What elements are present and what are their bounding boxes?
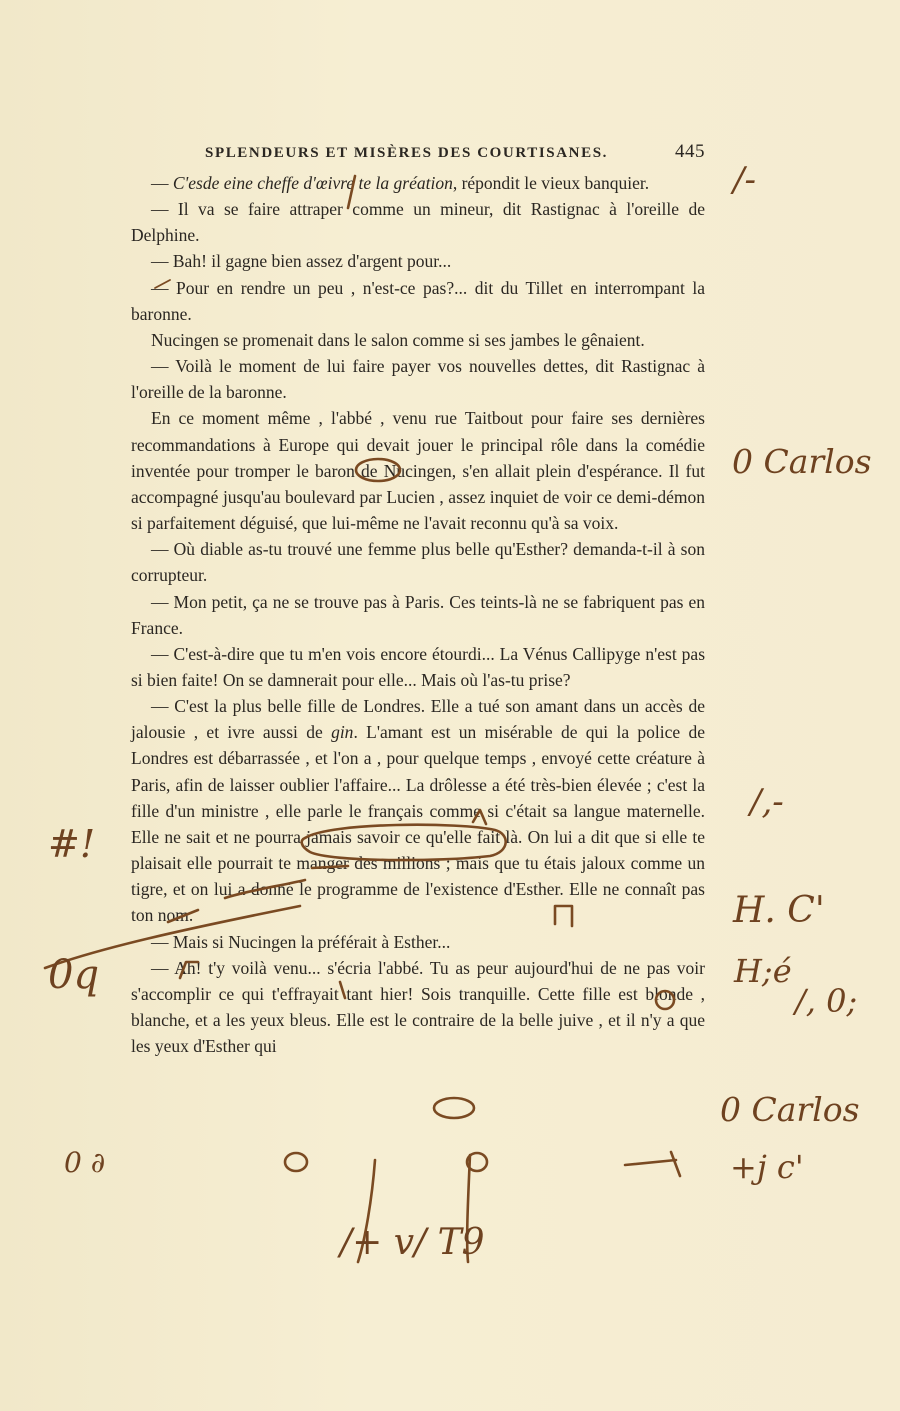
running-header [205, 141, 705, 163]
text-run: — Où diable as-tu trouvé une femme plus belle qu'Esther? demanda-t-il à son corrupteur. [131, 539, 705, 586]
text-run: — Mon petit, ça ne se trouve pas à Paris. Ces teints-là ne se fabriquent pas en France. [131, 591, 705, 638]
text-run: — C'est-à-dire que tu m'en vois encore étourdi... La Vénus Callipyge n'est pas si bien faite! On se damnerait pour elle... Mais où l'as-tu prise? [131, 643, 705, 690]
margin-note: H. C' [733, 890, 825, 931]
page-number: 445 [675, 141, 705, 162]
paragraph [131, 170, 705, 196]
margin-note: 0 Carlos [720, 1090, 860, 1129]
text-run: En ce moment même , l'abbé , venu rue Taitbout pour faire ses dernières recommandations à Europe qui devait jouer le principal rôle dans la comédie inventée pour tromper le baron de Nucingen, s'en allait plein d'espérance. Il fut accompagné jusqu'au boulevard par Lucien , assez inquiet de voir ce demi-démon si parfaitement déguisé, que lui-même ne l'avait reconnu qu'à sa voix. [131, 408, 705, 534]
paragraph [131, 275, 705, 327]
margin-note: 0 Carlos [732, 442, 872, 481]
text-run: — C'est la plus belle fille de Londres. Elle a tué son amant dans un accès de jalousie , et ivre aussi de [131, 696, 705, 743]
paragraph [131, 641, 705, 693]
italic-text: gin [331, 722, 354, 743]
margin-note: H;é [734, 952, 792, 990]
text-run: , répondit le vieux banquier. [452, 173, 650, 193]
paragraph [131, 536, 705, 588]
margin-note: 0q [48, 952, 100, 998]
paragraph [131, 353, 705, 405]
paragraph [131, 196, 705, 248]
margin-note: 0 ∂ [64, 1146, 106, 1179]
paragraph [131, 327, 705, 353]
margin-note: #! [48, 822, 96, 866]
running-title: SPLENDEURS ET MISÈRES DES COURTISANES. [205, 145, 609, 161]
text-run: — Pour en rendre un peu , n'est-ce pas?... dit du Tillet en interrompant la baronne. [131, 277, 705, 324]
text-run: — Bah! il gagne bien assez d'argent pour... [151, 251, 452, 272]
text-run: — Voilà le moment de lui faire payer vos nouvelles dettes, dit Rastignac à l'oreille de la baronne. [131, 356, 705, 403]
paragraph [131, 955, 705, 1060]
paragraph [131, 929, 705, 955]
text-run: . L'amant est un misérable de qui la police de Londres est débarrassée , et l'on a , pour quelque temps , envoyé cette créature à Paris, afin de laisser oublier l'affaire... La drôlesse a été très-bien élevée ; c'est la fille d'un ministre , elle parle le français comme si c'était sa langue maternelle. Elle ne sait et ne pourra jamais savoir ce qu'elle fait là. On lui a dit que si elle te plaisait elle pourrait te manger des millions ; mais que tu étais jaloux comme un tigre, et on lui a donné le programme de l'existence d'Esther. Elle ne connaît pas ton nom. [131, 722, 705, 926]
text-run: — [151, 173, 173, 193]
margin-note: /+ v/ T9 [340, 1222, 485, 1263]
paragraph [131, 405, 705, 536]
margin-note: /- [733, 160, 756, 200]
italic-text: C'esde eine cheffe d'œivre te la gréation [172, 173, 453, 193]
margin-note: /,- [750, 782, 784, 822]
body-text [131, 170, 705, 1059]
text-run: — Mais si Nucingen la préférait à Esther... [151, 931, 451, 952]
paragraph [131, 248, 705, 274]
margin-note: /, 0; [795, 982, 858, 1020]
text-run: Nucingen se promenait dans le salon comme si ses jambes le gênaient. [151, 329, 645, 350]
text-run: — Il va se faire attraper comme un mineur, dit Rastignac à l'oreille de Delphine. [131, 199, 705, 246]
text-run: — Ah! t'y voilà venu... s'écria l'abbé. Tu as peur aujourd'hui de ne pas voir s'accomplir ce qui t'effrayait tant hier! Sois tranquille. Cette fille est blonde , blanche, et a les yeux bleus. Elle est le contraire de la belle juive , et il n'y a que les yeux d'Esther qui [131, 957, 705, 1057]
margin-note: +j c' [730, 1148, 804, 1186]
paragraph [131, 589, 705, 641]
paragraph [131, 693, 705, 928]
